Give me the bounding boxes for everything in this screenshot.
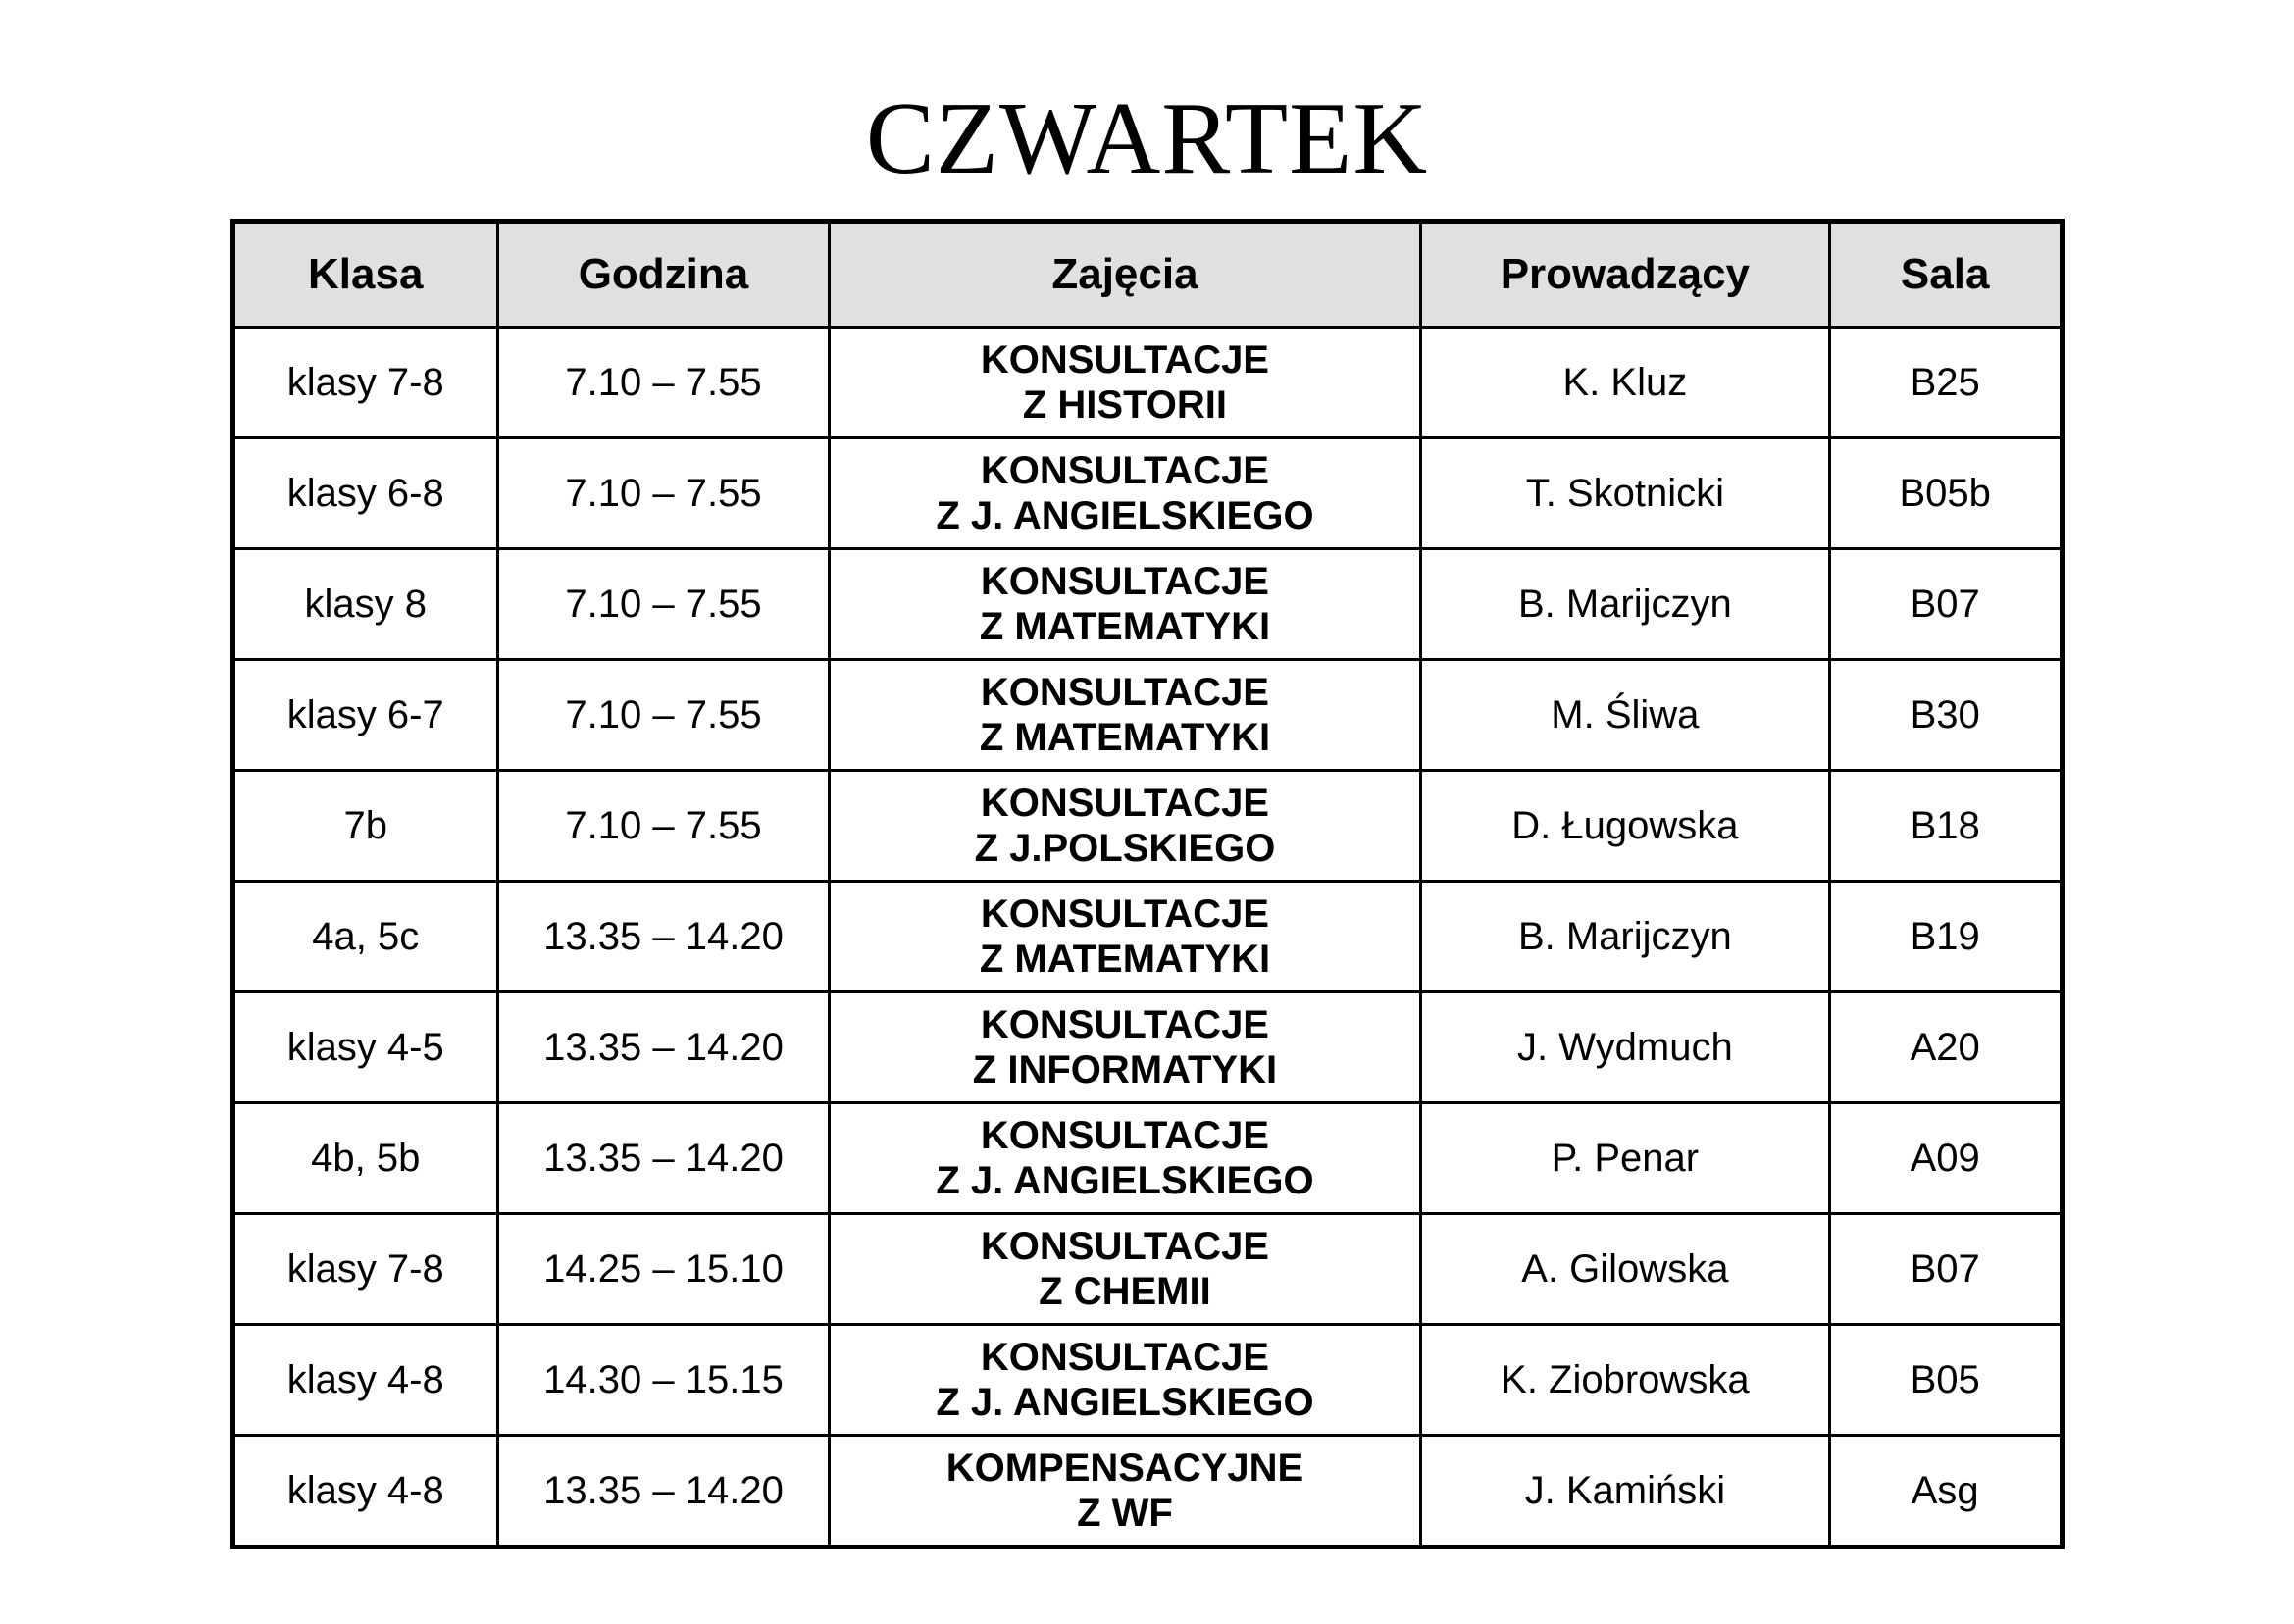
cell-godzina: 13.35 – 14.20 [497,992,829,1103]
cell-prowadzacy: M. Śliwa [1420,660,1829,771]
cell-zajecia-line1: KONSULTACJE [980,1003,1269,1046]
table-row [232,771,2062,882]
cell-zajecia [830,882,1421,992]
cell-prowadzacy: B. Marijczyn [1420,882,1829,992]
cell-godzina: 7.10 – 7.55 [497,660,829,771]
cell-zajecia-line2: Z MATEMATYKI [979,716,1271,759]
cell-prowadzacy: B. Marijczyn [1420,549,1829,660]
cell-zajecia-line1: KONSULTACJE [980,338,1269,381]
cell-godzina: 7.10 – 7.55 [497,328,829,438]
cell-godzina: 7.10 – 7.55 [497,771,829,882]
cell-zajecia-line1: KONSULTACJE [980,671,1269,714]
cell-godzina: 13.35 – 14.20 [497,882,829,992]
cell-klasa: klasy 4-5 [232,992,497,1103]
cell-zajecia [830,1103,1421,1214]
cell-zajecia-line2: Z INFORMATYKI [972,1048,1278,1091]
cell-zajecia-line2: Z CHEMII [1039,1270,1211,1313]
cell-zajecia-line2: Z WF [1077,1492,1173,1535]
cell-zajecia-line2: Z J. ANGIELSKIEGO [936,1159,1314,1202]
cell-zajecia-line1: KOMPENSACYJNE [945,1446,1304,1490]
cell-prowadzacy: T. Skotnicki [1420,438,1829,549]
cell-sala: B18 [1829,771,2062,882]
table-header-row [232,222,2062,328]
cell-sala: A20 [1829,992,2062,1103]
cell-klasa: klasy 7-8 [232,1214,497,1325]
cell-zajecia [830,1436,1421,1548]
column-header-sala: Sala [1829,222,2062,328]
cell-klasa: klasy 7-8 [232,328,497,438]
cell-zajecia-line1: KONSULTACJE [980,1336,1269,1379]
cell-sala: B07 [1829,1214,2062,1325]
table-header [232,222,2062,328]
schedule-table-wrapper [230,219,2065,1549]
column-header-godzina: Godzina [497,222,829,328]
cell-zajecia [830,328,1421,438]
cell-sala: Asg [1829,1436,2062,1548]
cell-godzina: 13.35 – 14.20 [497,1436,829,1548]
cell-zajecia [830,549,1421,660]
cell-zajecia [830,1214,1421,1325]
cell-zajecia [830,771,1421,882]
table-body [232,328,2062,1548]
page-title: CZWARTEK [865,80,1429,195]
table-row [232,882,2062,992]
table-row [232,992,2062,1103]
column-header-klasa: Klasa [232,222,497,328]
cell-zajecia-line2: Z MATEMATYKI [979,938,1271,981]
cell-prowadzacy: J. Wydmuch [1420,992,1829,1103]
cell-sala: A09 [1829,1103,2062,1214]
cell-zajecia-line2: Z MATEMATYKI [979,605,1271,648]
column-header-prowadzacy: Prowadzący [1420,222,1829,328]
cell-zajecia [830,438,1421,549]
cell-godzina: 13.35 – 14.20 [497,1103,829,1214]
cell-zajecia-line1: KONSULTACJE [980,1225,1269,1268]
column-header-zajecia: Zajęcia [830,222,1421,328]
cell-godzina: 7.10 – 7.55 [497,438,829,549]
cell-zajecia-line2: Z J. ANGIELSKIEGO [936,494,1314,537]
cell-zajecia-line2: Z HISTORII [1022,383,1228,427]
cell-godzina: 14.25 – 15.10 [497,1214,829,1325]
cell-zajecia-line1: KONSULTACJE [980,449,1269,492]
cell-klasa: klasy 6-8 [232,438,497,549]
cell-sala: B05 [1829,1325,2062,1436]
cell-godzina: 14.30 – 15.15 [497,1325,829,1436]
cell-zajecia-line2: Z J.POLSKIEGO [974,827,1276,870]
cell-prowadzacy: J. Kamiński [1420,1436,1829,1548]
cell-klasa: 4a, 5c [232,882,497,992]
table-row [232,1214,2062,1325]
cell-sala: B07 [1829,549,2062,660]
cell-sala: B25 [1829,328,2062,438]
cell-zajecia [830,992,1421,1103]
cell-klasa: 4b, 5b [232,1103,497,1214]
cell-zajecia-line2: Z J. ANGIELSKIEGO [936,1381,1314,1424]
table-row [232,660,2062,771]
cell-prowadzacy: K. Ziobrowska [1420,1325,1829,1436]
cell-prowadzacy: K. Kluz [1420,328,1829,438]
cell-sala: B30 [1829,660,2062,771]
cell-zajecia-line1: KONSULTACJE [980,782,1269,825]
cell-klasa: klasy 8 [232,549,497,660]
cell-prowadzacy: A. Gilowska [1420,1214,1829,1325]
cell-klasa: klasy 4-8 [232,1325,497,1436]
cell-zajecia [830,660,1421,771]
cell-klasa: klasy 6-7 [232,660,497,771]
cell-zajecia-line1: KONSULTACJE [980,560,1269,603]
table-row [232,438,2062,549]
table-row [232,1103,2062,1214]
cell-prowadzacy: D. Ługowska [1420,771,1829,882]
cell-zajecia-line1: KONSULTACJE [980,892,1269,936]
cell-zajecia-line1: KONSULTACJE [980,1114,1269,1157]
table-row [232,1325,2062,1436]
cell-godzina: 7.10 – 7.55 [497,549,829,660]
cell-sala: B05b [1829,438,2062,549]
cell-sala: B19 [1829,882,2062,992]
table-row [232,549,2062,660]
cell-prowadzacy: P. Penar [1420,1103,1829,1214]
cell-klasa: klasy 4-8 [232,1436,497,1548]
table-row [232,1436,2062,1548]
schedule-table [230,219,2065,1549]
cell-zajecia [830,1325,1421,1436]
cell-klasa: 7b [232,771,497,882]
table-row [232,328,2062,438]
